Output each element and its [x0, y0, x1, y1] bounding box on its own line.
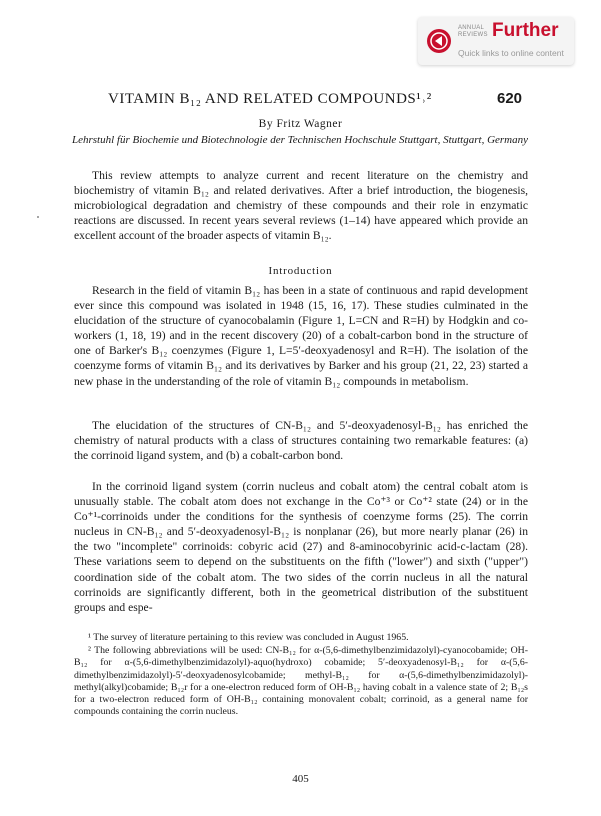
section-heading: Introduction: [268, 265, 333, 277]
footnote-1: ¹ The survey of literature pertaining to this review was concluded in August 1965.: [88, 632, 409, 643]
body-paragraph-2: The elucidation of the structures of CN-B₁₂ and 5′-deoxyadenosyl-B₁₂ has enriched the chemistry of natural products with a class of structures containing two remarkable features: (a) the corrinoid ligand system, and (b) a cobalt-carbon bond.: [74, 419, 528, 463]
page-number: 405: [292, 773, 309, 785]
annual-reviews-label: ANNUAL REVIEWS: [458, 25, 488, 38]
margin-mark: [37, 216, 39, 218]
further-banner[interactable]: [418, 17, 574, 65]
play-circle-icon: [426, 28, 452, 54]
banner-subtitle: Quick links to online content: [458, 48, 564, 58]
author-line: By Fritz Wagner: [258, 118, 343, 130]
abstract-paragraph: This review attempts to analyze current and recent literature on the chemistry and biochemistry of vitamin B₁₂ and related derivatives. After a brief introduction, the biogenesis, microbiological degradation and chemistry of these compounds and their role in enzymatic reactions are discussed. In recent years several reviews (1–14) have appeared which provide an excellent account of the broader aspects of vitamin B₁₂.: [74, 169, 528, 243]
further-label: Further: [492, 20, 559, 41]
page-code: 620: [497, 90, 523, 107]
affiliation: Lehrstuhl für Biochemie und Biotechnologie der Technischen Hochschule Stuttgart, Stuttgart, Germany: [71, 134, 529, 146]
article-title: VITAMIN B₁₂ AND RELATED COMPOUNDS¹˒²: [108, 91, 432, 107]
body-paragraph-3: In the corrinoid ligand system (corrin nucleus and cobalt atom) the central cobalt atom is unusually stable. The cobalt atom does not exchange in the Co⁺³ or Co⁺² state (24) or in the Co⁺¹-corrinoids under the conditions for the synthesis of coenzyme forms (25). The corrin nucleus in CN-B₁₂ and 5′-deoxyadenosyl-B₁₂ is nonplanar (26), but more nearly planar (26) in the two "incomplete" corrinoids: cobyric acid (27) and 8-aminocobyrinic acid-c-lactam (28). These variations seem to depend on the substituents on the fifth ("lower") and sixth ("upper") coordination side of the cobalt atom. The two sides of the corrin nucleus in all the natural corrinoids are significantly different, both in the geometrical distribution of the substituent groups and espe-: [74, 480, 528, 614]
footnote-2: ² The following abbreviations will be used: CN-B₁₂ for α-(5,6-dimethylbenzimidazolyl)-cyanocobamide; OH-B₁₂ for α-(5,6-dimethylbenzimidazolyl)-aquo(hydroxo) cobamide; 5′-deoxyadenosyl-B₁₂ for α-(5,6-dimethylbenzimidazolyl)-5′-deoxyadenosylcobamide; methyl-B₁₂ for α-(5,6-dimethylbenzimidazolyl)-methyl(alkyl)cobamide; B₁₂r for a one-electron reduced form of OH-B₁₂ having cobalt in a valence state of 2; B₁₂s for a two-electron reduced form of OH-B₁₂ containing monovalent cobalt; corrinoid, as a general name for compounds containing the corrin nucleus.: [74, 645, 528, 718]
body-paragraph-1: Research in the field of vitamin B₁₂ has been in a state of continuous and rapid development ever since this compound was isolated in 1948 (15, 16, 17). These studies culminated in the elucidation of the structure of cyanocobalamin (Figure 1, L=CN and R=H) by Hodgkin and co-workers (1, 18, 19) and in the recent discovery (20) of a cobalt-carbon bond in the structure of one of Barker's B₁₂ coenzymes (Figure 1, L=5′-deoxyadenosyl and R=H). The isolation of the coenzyme forms of vitamin B₁₂ and its derivatives by Barker and his group (21, 22, 23) started a new phase in the understanding of the role of vitamin B₁₂ compounds in metabolism.: [74, 284, 528, 388]
